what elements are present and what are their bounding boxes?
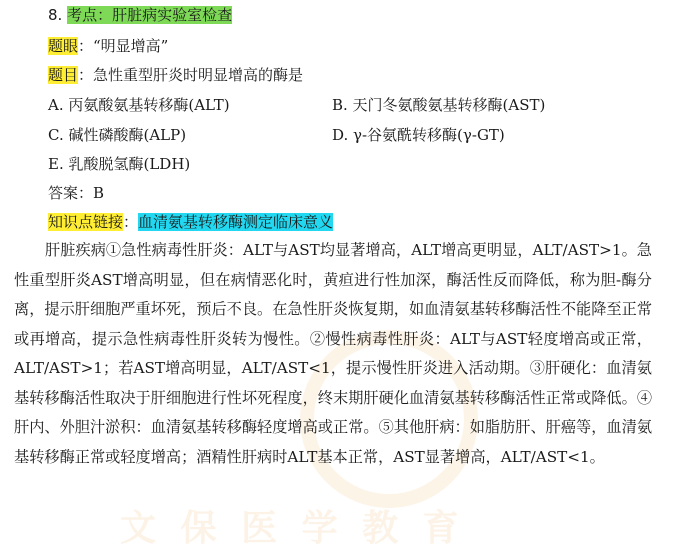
option-d: D. γ-谷氨酰转移酶(γ-GT) bbox=[332, 126, 505, 144]
question-number: 8. bbox=[48, 6, 63, 24]
option-e: E. 乳酸脱氢酶(LDH) bbox=[48, 155, 191, 173]
knowledge-header bbox=[48, 211, 333, 232]
option-c: C. 碱性磷酸酶(ALP) bbox=[48, 126, 187, 144]
eye-label: 题眼 bbox=[48, 37, 79, 55]
question-header bbox=[48, 4, 232, 25]
option-a: A. 丙氨酸氨基转移酶(ALT) bbox=[48, 96, 230, 114]
stem-label: 题目 bbox=[48, 66, 79, 84]
answer-text: ：B bbox=[78, 184, 105, 202]
options-row-1 bbox=[48, 94, 648, 115]
watermark-text: 文 保 医 学 教 育 bbox=[120, 508, 465, 549]
question-eye bbox=[48, 35, 168, 56]
question-title: 考点：肝脏病实验室检查 bbox=[67, 6, 233, 24]
knowledge-paragraph: 肝脏疾病①急性病毒性肝炎：ALT与AST均显著增高，ALT增高更明显，ALT/AST>1。急性重型肝炎AST增高明显，但在病情恶化时，黄疸进行性加深，酶活性反而降低，称为胆-酶分离，提示肝细胞严重坏死，预后不良。在急性肝炎恢复期，如血清氨基转移酶活性不能降至正常或再增高，提示急性病毒性肝炎转为慢性。②慢性病毒性肝炎：ALT与AST轻度增高或正常，ALT/AST>1；若AST增高明显，ALT/AST<1，提示慢性肝炎进入活动期。③肝硬化：血清氨基转移酶活性取决于肝细胞进行性坏死程度，终末期肝硬化血清氨基转移酶活性正常或降低。④肝内、外胆汁淤积：血清氨基转移酶轻度增高或正常。⑤其他肝病：如脂肪肝、肝癌等，血清氨基转移酶正常或轻度增高；酒精性肝病时ALT基本正常，AST显著增高，ALT/AST<1。 bbox=[14, 241, 652, 466]
answer-line bbox=[48, 182, 104, 203]
option-b: B. 天门冬氨酸氨基转移酶(AST) bbox=[332, 96, 546, 114]
options-row-2 bbox=[48, 124, 648, 145]
answer-label: 答案 bbox=[48, 184, 79, 202]
question-stem bbox=[48, 64, 303, 85]
eye-text: ：“明显增高” bbox=[78, 37, 169, 55]
knowledge-topic: 血清氨基转移酶测定临床意义 bbox=[138, 213, 334, 231]
knowledge-label: 知识点链接 bbox=[48, 213, 124, 231]
options-row-3 bbox=[48, 153, 190, 174]
knowledge-colon: ： bbox=[123, 213, 139, 231]
stem-text: ：急性重型肝炎时明显增高的酶是 bbox=[78, 66, 304, 84]
